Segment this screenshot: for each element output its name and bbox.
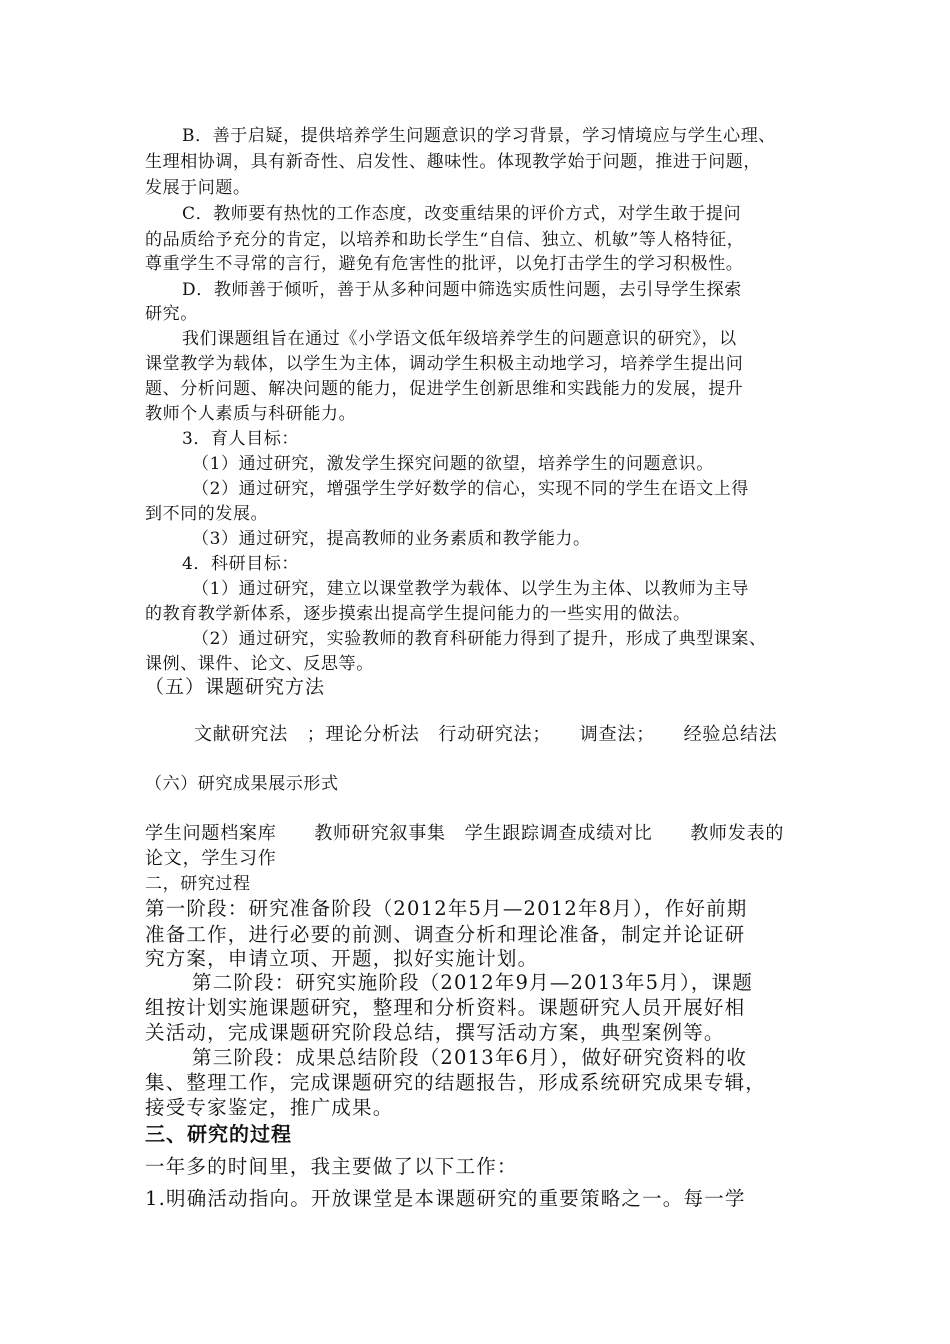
paragraph-line: 题、分析问题、解决问题的能力，促进学生创新思维和实践能力的发展，提升 — [145, 379, 744, 399]
section-heading-process: 二，研究过程 — [145, 874, 251, 894]
list-item: （2）通过研究，增强学生学好数学的信心，实现不同的学生在语文上得 — [192, 479, 750, 499]
paragraph-line: 究方案，申请立项、开题，拟好实施计划。 — [145, 947, 539, 970]
paragraph-line: B．善于启疑，提供培养学生问题意识的学习背景，学习情境应与学生心理、 — [182, 126, 776, 146]
paragraph-line: 接受专家鉴定，推广成果。 — [145, 1096, 394, 1119]
section-label: 3．育人目标： — [182, 429, 300, 449]
paragraph-line: 生理相协调，具有新奇性、启发性、趣味性。体现教学始于问题，推进于问题， — [145, 152, 761, 172]
paragraph-line: 到不同的发展。 — [145, 504, 269, 524]
paragraph-line: 我们课题组旨在通过《小学语文低年级培养学生的问题意识的研究》，以 — [182, 329, 737, 349]
paragraph-line: C．教师要有热忱的工作态度，改变重结果的评价方式，对学生敢于提问 — [182, 204, 742, 224]
paragraph-line: 关活动，完成课题研究阶段总结，撰写活动方案，典型案例等。 — [145, 1021, 725, 1044]
paragraph-line: 课例、课件、论文、反思等。 — [145, 654, 374, 674]
paragraph-line: 组按计划实施课题研究，整理和分析资料。课题研究人员开展好相 — [145, 996, 746, 1019]
section-heading-results: （六）研究成果展示形式 — [145, 774, 339, 794]
paragraph-line: 教师个人素质与科研能力。 — [145, 404, 357, 424]
list-item: （2）通过研究，实验教师的教育科研能力得到了提升，形成了典型课案、 — [192, 629, 767, 649]
list-item: （1）通过研究，建立以课堂教学为载体、以学生为主体、以教师为主导 — [192, 579, 750, 599]
paragraph-line: D．教师善于倾听，善于从多种问题中筛选实质性问题，去引导学生探索 — [182, 280, 742, 300]
list-item: （1）通过研究，激发学生探究问题的欲望，培养学生的问题意识。 — [192, 454, 714, 474]
paragraph-line: 集、整理工作，完成课题研究的结题报告，形成系统研究成果专辑， — [145, 1071, 767, 1094]
section-label: 4．科研目标： — [182, 554, 300, 574]
paragraph-line: 第二阶段：研究实施阶段（2012年9月—2013年5月），课题 — [192, 971, 754, 994]
section-heading-methods: （五）课题研究方法 — [145, 676, 326, 698]
section-heading-3: 三、研究的过程 — [145, 1122, 292, 1146]
paragraph-line: 的教育教学新体系，逐步摸索出提高学生提问能力的一些实用的做法。 — [145, 604, 691, 624]
paragraph-line: 课堂教学为载体，以学生为主体，调动学生积极主动地学习，培养学生提出问 — [145, 354, 744, 374]
paragraph-line: 尊重学生不寻常的言行，避免有危害性的批评，以免打击学生的学习积极性。 — [145, 254, 744, 274]
paragraph-line: 研究。 — [145, 304, 198, 324]
results-list: 论文，学生习作 — [145, 848, 277, 869]
paragraph-line: 第一阶段：研究准备阶段（2012年5月—2012年8月），作好前期 — [145, 897, 748, 920]
paragraph-line: 发展于问题。 — [145, 178, 251, 198]
paragraph-line: 1.明确活动指向。开放课堂是本课题研究的重要策略之一。每一学 — [145, 1187, 746, 1210]
list-item: （3）通过研究，提高教师的业务素质和教学能力。 — [192, 529, 591, 549]
paragraph-line: 一年多的时间里，我主要做了以下工作： — [145, 1155, 518, 1178]
methods-list: 文献研究法 ；理论分析法 行动研究法； 调查法； 经验总结法 — [194, 724, 778, 745]
paragraph-line: 准备工作，进行必要的前测、调查分析和理论准备，制定并论证研 — [145, 923, 746, 946]
results-list: 学生问题档案库 教师研究叙事集 学生跟踪调查成绩对比 教师发表的 — [145, 823, 785, 844]
paragraph-line: 第三阶段：成果总结阶段（2013年6月），做好研究资料的收 — [192, 1046, 748, 1069]
paragraph-line: 的品质给予充分的肯定，以培养和助长学生“自信、独立、机敏”等人格特征， — [145, 230, 745, 250]
